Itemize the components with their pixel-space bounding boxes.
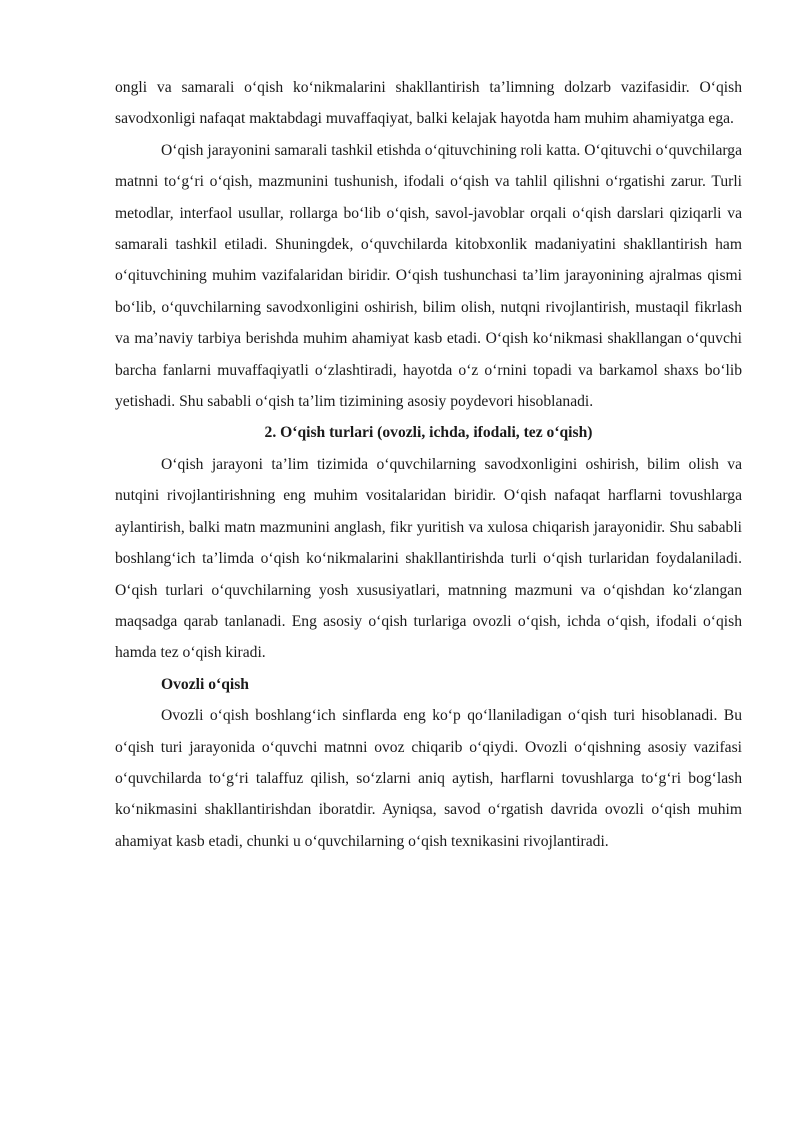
section-heading: 2. O‘qish turlari (ovozli, ichda, ifodali, tez o‘qish) — [264, 424, 593, 442]
document-page — [115, 72, 742, 857]
subheading-ovozli: Ovozli o‘qish — [161, 675, 249, 693]
paragraph-ovozli: Ovozli o‘qish boshlang‘ich sinflarda eng ko‘p qo‘llaniladigan o‘qish turi hisoblanadi. Bu o‘qish turi jarayonida o‘quvchi matnni ovoz chiqarib o‘qiydi. Ovozli o‘qishning asosiy vazifasi o‘quvchilarda to‘g‘ri talaffuz qilish, so‘zlarni aniq aytish, harflarni tovushlarga to‘g‘ri bog‘lash ko‘nikmasini shakllantirishdan iboratdir. Ayniqsa, savod o‘rgatish davrida ovozli o‘qish muhim ahamiyat kasb etadi, chunki u o‘quvchilarning o‘qish texnikasini rivojlantiradi. — [115, 707, 742, 850]
paragraph-continuation: ongli va samarali o‘qish ko‘nikmalarini shakllantirish ta’limning dolzarb vazifasidir. O‘qish savodxonligi nafaqat maktabdagi muvaffaqiyat, balki kelajak hayotda ham muhim ahamiyatga ega. — [115, 79, 742, 128]
paragraph-teacher-role: O‘qish jarayonini samarali tashkil etishda o‘qituvchining roli katta. O‘qituvchi o‘quvchilarga matnni to‘g‘ri o‘qish, mazmunini tushunish, ifodali o‘qish va tahlil qilishni o‘rgatishi zarur. Turli metodlar, interfaol usullar, rollarga bo‘lib o‘qish, savol-javoblar orqali o‘qish darslari qiziqarli va samarali tashkil etiladi. Shuningdek, o‘quvchilarda kitobxonlik madaniyatini shakllantirish ham o‘qituvchining muhim vazifalaridan biridir. O‘qish tushunchasi ta’lim jarayonining ajralmas qismi bo‘lib, o‘quvchilarning savodxonligini oshirish, bilim olish, nutqni rivojlantirish, mustaqil fikrlash va ma’naviy tarbiya berishda muhim ahamiyat kasb etadi. O‘qish ko‘nikmasi shakllangan o‘quvchi barcha fanlarni muvaffaqiyatli o‘zlashtiradi, hayotda o‘z o‘rnini topadi va barkamol shaxs bo‘lib yetishadi. Shu sababli o‘qish ta’lim tizimining asosiy poydevori hisoblanadi. — [115, 141, 742, 411]
paragraph-reading-types: O‘qish jarayoni ta’lim tizimida o‘quvchilarning savodxonligini oshirish, bilim olish va nutqini rivojlantirishning eng muhim vositalaridan biridir. O‘qish nafaqat harflarni tovushlarga aylantirish, balki matn mazmunini anglash, fikr yuritish va xulosa chiqarish jarayonidir. Shu sababli boshlang‘ich ta’limda o‘qish ko‘nikmalarini shakllantirishda turli o‘qish turlaridan foydalaniladi. O‘qish turlari o‘quvchilarning yosh xususiyatlari, matnning mazmuni va o‘qishdan ko‘zlangan maqsadga qarab tanlanadi. Eng asosiy o‘qish turlariga ovozli o‘qish, ichda o‘qish, ifodali o‘qish hamda tez o‘qish kiradi. — [115, 455, 742, 662]
